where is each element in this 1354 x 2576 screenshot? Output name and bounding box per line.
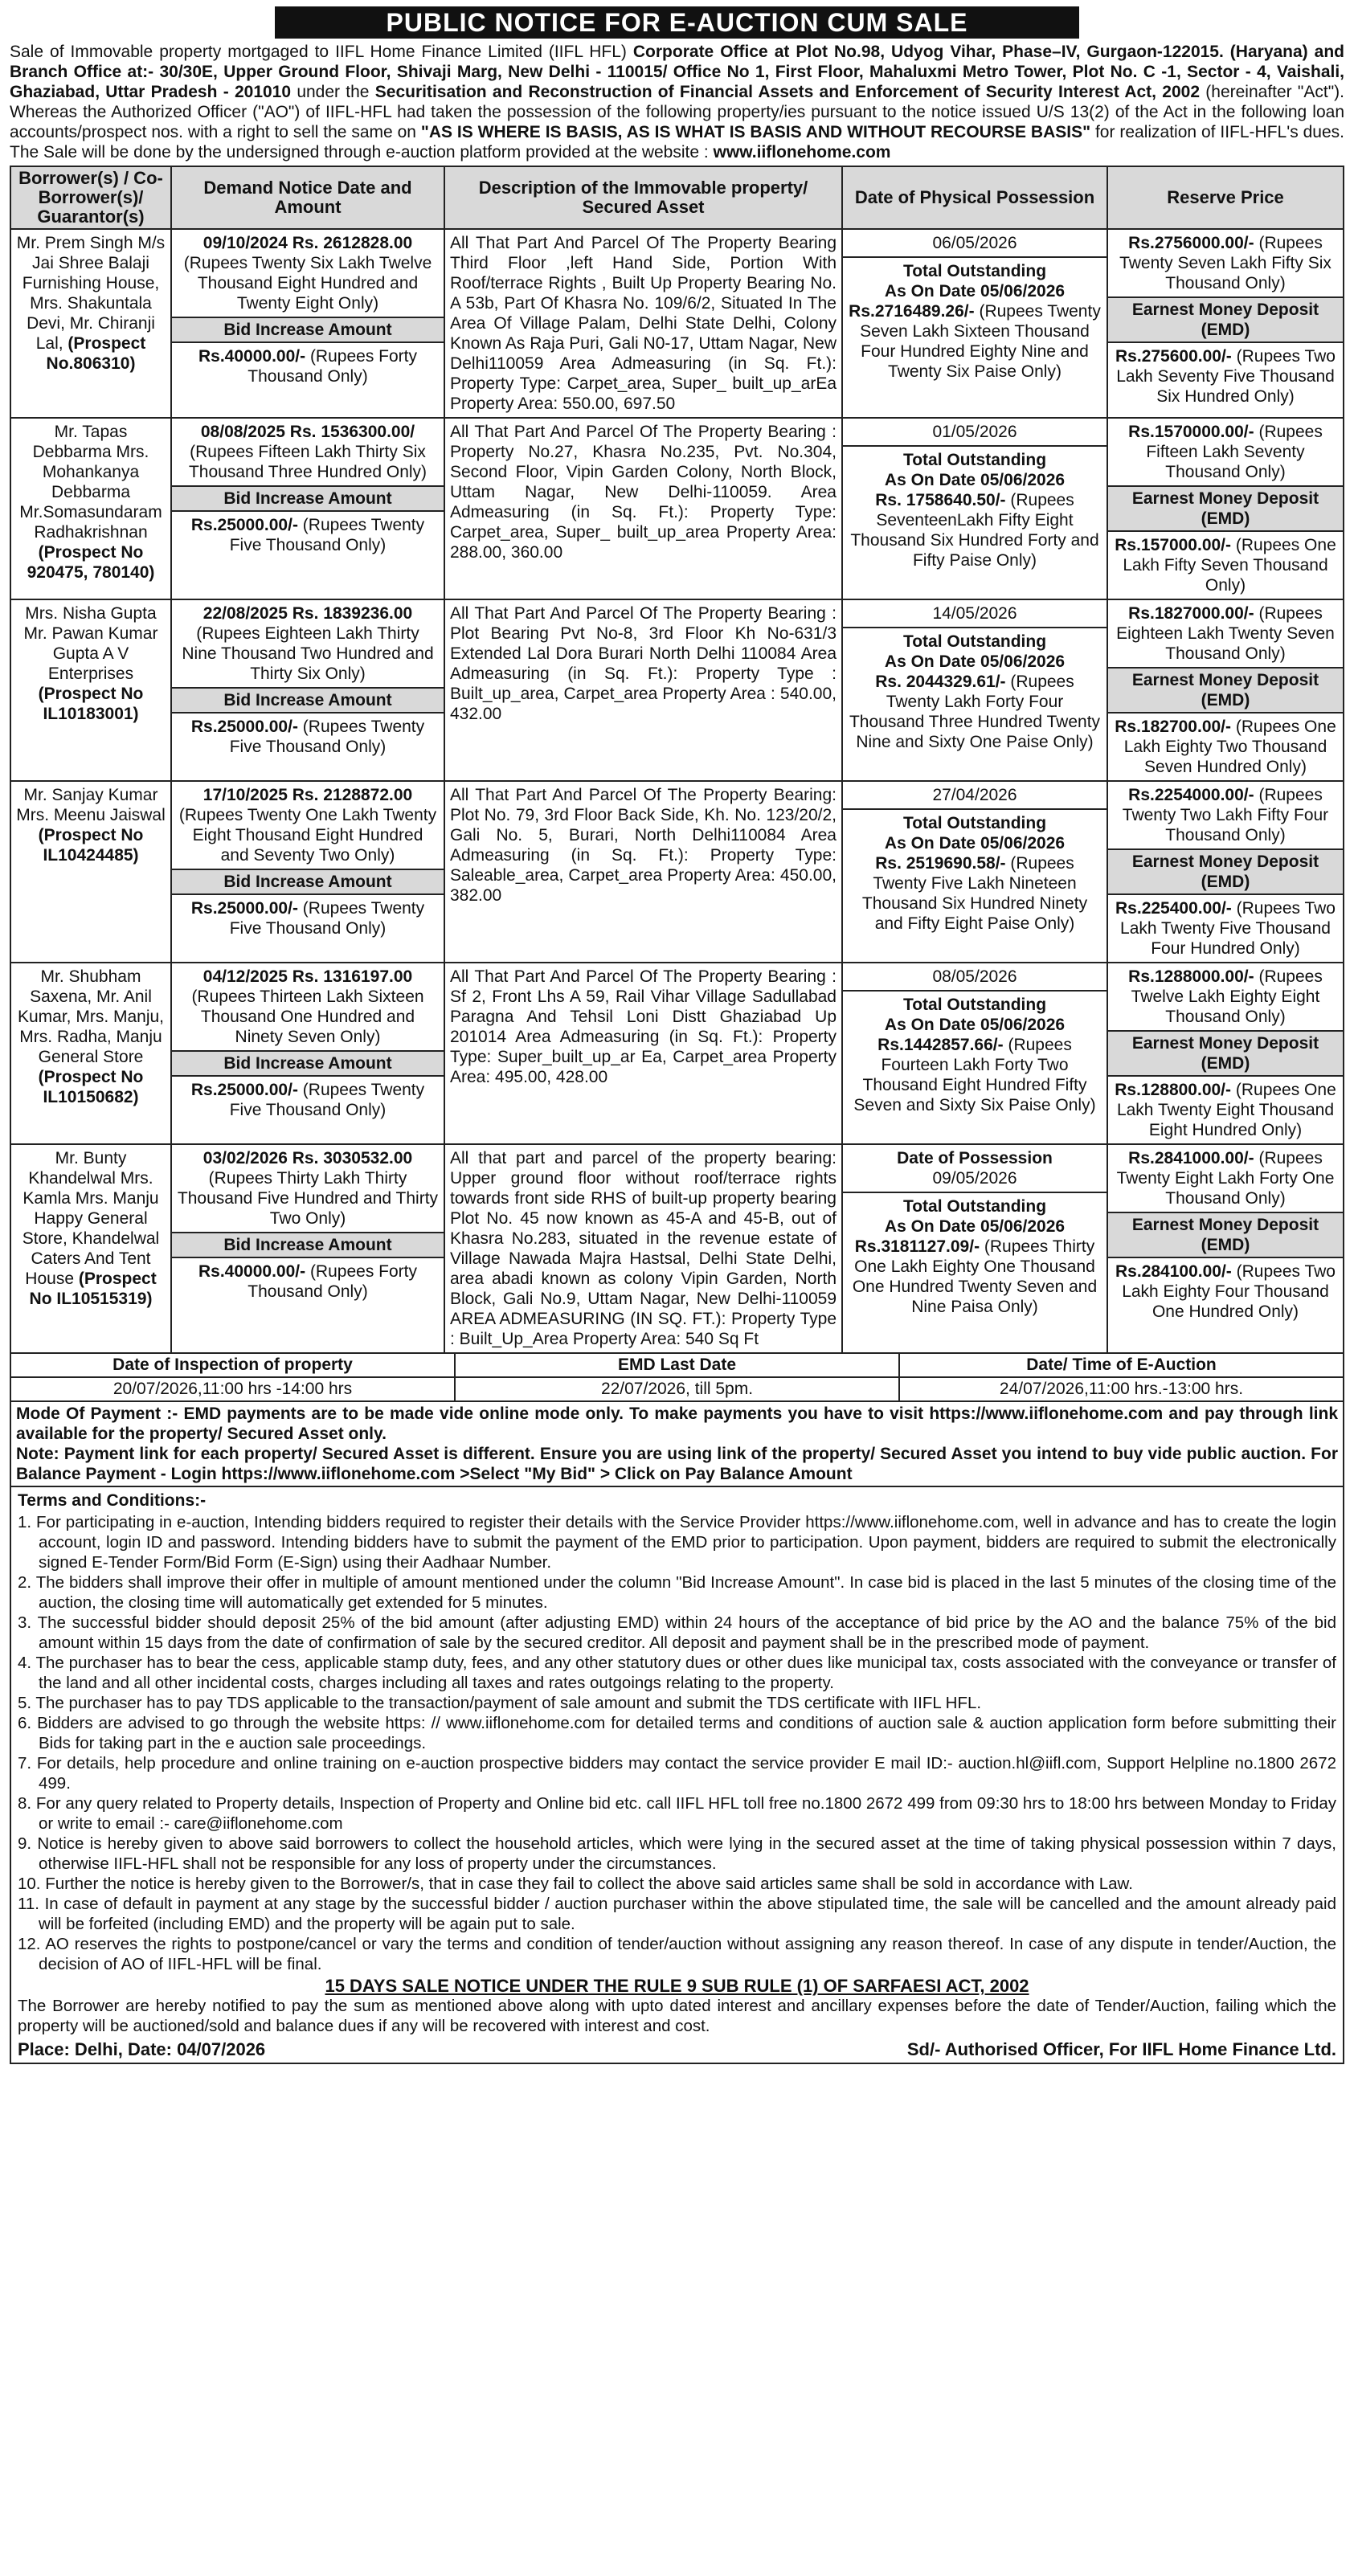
possession-date: 08/05/2026 — [932, 967, 1017, 986]
reserve-amount: Rs.2756000.00/- — [1128, 234, 1254, 252]
as-on-date: As On Date 05/06/2026 — [884, 1016, 1066, 1034]
possession-date-block — [843, 782, 1107, 810]
reserve-price — [1108, 1145, 1343, 1212]
borrower-cell — [10, 418, 171, 599]
prospect-number: (Prospect No 920475, 780140) — [27, 543, 155, 582]
demand-words: (Rupees Eighteen Lakh Thirty Nine Thousand Two Hundred and Thirty Six Only) — [182, 624, 434, 683]
emd-block — [1108, 343, 1343, 410]
bid-increase — [172, 343, 444, 390]
possession-cell — [842, 1144, 1107, 1353]
as-on-date: As On Date 05/06/2026 — [884, 282, 1066, 301]
bid-increase-words: (Rupees Twenty Five Thousand Only) — [229, 516, 425, 554]
bid-increase — [172, 895, 444, 942]
possession-cell — [842, 418, 1107, 599]
reserve-price — [1108, 419, 1343, 485]
demand-notice — [172, 782, 444, 869]
terms-item: 2. The bidders shall improve their offer in multiple of amount mentioned under the column "Bid Increase Amount". In case bid is placed in the last 5 minutes of the closing time of the auction, the closing time will automatically get extended for 5 minutes. — [18, 1573, 1336, 1612]
reserve-amount: Rs.2841000.00/- — [1128, 1149, 1254, 1167]
total-outstanding-label: Total Outstanding — [902, 262, 1047, 280]
outstanding-words: (Rupees Twenty Lakh Forty Four Thousand Three Hundred Twenty Nine and Sixty One Paise Only) — [849, 673, 1101, 751]
terms-item: 11. In case of default in payment at any stage by the successful bidder / auction purchaser within the above stipulated time, the sale will be cancelled and the amount already paid will be forfeited (including EMD) and the property will be again put to sale. — [18, 1895, 1336, 1933]
outstanding-amount: Rs. 2044329.61/- — [875, 673, 1006, 691]
outstanding-amount: Rs.2716489.26/- — [849, 302, 975, 321]
outstanding-amount: Rs.3181127.09/- — [854, 1237, 980, 1256]
demand-notice — [172, 419, 444, 485]
possession-cell — [842, 963, 1107, 1144]
mode-of-payment: Mode Of Payment :- EMD payments are to be made vide online mode only. To make payments you have to visit https://www.iiflonehome.com and pay through link available for the property/ Secured Asset only. — [16, 1405, 1338, 1443]
borrower-names: Mr. Sanjay Kumar Mrs. Meenu Jaiswal — [16, 786, 166, 824]
reserve-price — [1108, 230, 1343, 296]
possession-date: 09/05/2026 — [932, 1169, 1017, 1188]
bid-increase-words: (Rupees Forty Thousand Only) — [247, 1262, 417, 1301]
table-header-row — [10, 166, 1344, 229]
reserve-words: (Rupees Fifteen Lakh Seventy Thousand Only) — [1146, 423, 1323, 481]
borrower-cell — [10, 599, 171, 781]
bid-increase-label: Bid Increase Amount — [172, 317, 444, 343]
possession-cell — [842, 599, 1107, 781]
outstanding-block — [843, 628, 1107, 755]
possession-cell — [842, 229, 1107, 418]
bid-increase — [172, 1077, 444, 1123]
emd-words: (Rupees One Lakh Fifty Seven Thousand Only) — [1123, 536, 1336, 595]
demand-words: (Rupees Thirty Lakh Thirty Thousand Five Hundred and Thirty Two Only) — [177, 1169, 439, 1228]
header-borrower: Borrower(s) / Co-Borrower(s)/ Guarantor(s) — [10, 166, 171, 229]
possession-cell — [842, 781, 1107, 963]
demand-cell — [171, 418, 444, 599]
property-description: All That Part And Parcel Of The Property Bearing: Plot No. 79, 3rd Floor Back Side, Kh. No. 123/20/2, Gali No. 5, Burari, North Delhi110084 Area Admeasuring (in Sq. Ft.): Property Type: Saleable_area, Carpet_area Property Area: 450.00, 382.00 — [444, 781, 842, 963]
prospect-number: (Prospect No IL10183001) — [38, 685, 144, 723]
intro-text: for realization of IIFL-HFL's dues. The Sale will be done by the undersigned through e-auction platform provided at the website : — [10, 123, 1344, 162]
terms-item: 4. The purchaser has to bear the cess, applicable stamp duty, fees, and any other statutory dues or other dues like municipal tax, costs associated with the conveyance or transfer of the land and all other incidental costs, charges including all taxes and rates outgoings relating to the property. — [18, 1654, 1336, 1692]
outstanding-block — [843, 447, 1107, 574]
signature-row — [18, 2039, 1336, 2059]
as-on-date: As On Date 05/06/2026 — [884, 652, 1066, 671]
as-on-date: As On Date 05/06/2026 — [884, 1217, 1066, 1236]
possession-label: Date of Possession — [897, 1149, 1053, 1167]
borrower-names: Mr. Prem Singh M/s Jai Shree Balaji Furnishing House, Mrs. Shakuntala Devi, Mr. Chiranji Lal, — [16, 234, 166, 353]
table-row — [10, 781, 1344, 963]
emd-amount: Rs.182700.00/- — [1115, 718, 1232, 736]
reserve-words: (Rupees Twenty Eight Lakh Forty One Thousand Only) — [1116, 1149, 1335, 1208]
possession-date: 27/04/2026 — [932, 786, 1017, 804]
demand-notice — [172, 963, 444, 1050]
demand-cell — [171, 229, 444, 418]
signature: Sd/- Authorised Officer, For IIFL Home Finance Ltd. — [906, 2039, 1336, 2059]
intro-office-address: Corporate Office at Plot No.98, Udyog Vihar, Phase–IV, Gurgaon-122015. (Haryana) and Branch Office at:- 30/30E, Upper Ground Floor, Shivaji Marg, New Delhi - 110015/ Office No 1, First Floor, Mahaluxmi Metro Tower, Plot No. C -1, Sector - 4, Vaishali, Ghaziabad, Uttar Pradesh - 201010 — [10, 43, 1344, 101]
bid-increase-label: Bid Increase Amount — [172, 485, 444, 512]
bid-increase — [172, 1258, 444, 1305]
outstanding-amount: Rs. 1758640.50/- — [875, 491, 1006, 509]
outstanding-words: (Rupees Twenty Seven Lakh Sixteen Thousand Four Hundred Eighty Nine and Twenty Six Paise Only) — [860, 302, 1101, 381]
header-reserve: Reserve Price — [1107, 166, 1344, 229]
property-description: All That Part And Parcel Of The Property Bearing : Property No.27, Khasra No.235, Pvt. No.304, Second Floor, Vipin Garden Colony, North Block, Uttam Nagar, New Delhi-110059. Area Admeasuring (in Sq. Ft.): Property Type: Carpet_area, Super_ built_up_area Property Area: 288.00, 360.00 — [444, 418, 842, 599]
possession-date-block — [843, 963, 1107, 992]
demand-cell — [171, 781, 444, 963]
intro-act-name: Securitisation and Reconstruction of Financial Assets and Enforcement of Security Interest Act, 2002 — [374, 83, 1200, 101]
terms-item: 12. AO reserves the rights to postpone/cancel or vary the terms and condition of tender/auction without assigning any reason thereof. In case of any dispute in tender/Auction, the decision of AO of IIFL-HFL will be final. — [18, 1935, 1336, 1973]
bid-increase-words: (Rupees Twenty Five Thousand Only) — [229, 1081, 425, 1119]
prospect-number: (Prospect No.806310) — [46, 334, 146, 373]
emd-words: (Rupees One Lakh Eighty Two Thousand Seven Hundred Only) — [1123, 718, 1336, 776]
bid-increase-amount: Rs.25000.00/- — [190, 899, 298, 918]
outstanding-words: (Rupees SeventeenLakh Fifty Eight Thousand Six Hundred Forty and Fifty Paise Only) — [850, 491, 1099, 570]
as-on-date: As On Date 05/06/2026 — [884, 834, 1066, 853]
outstanding-words: (Rupees Thirty One Lakh Eighty One Thousand One Hundred Twenty Seven and Nine Paisa Only) — [852, 1237, 1098, 1316]
inspection-value: 20/07/2026,11:00 hrs -14:00 hrs — [112, 1380, 353, 1398]
header-demand: Demand Notice Date and Amount — [171, 166, 444, 229]
reserve-cell — [1107, 599, 1344, 781]
table-row — [10, 229, 1344, 418]
prospect-number: (Prospect No IL10150682) — [38, 1068, 144, 1106]
reserve-amount: Rs.1827000.00/- — [1128, 604, 1254, 623]
demand-words: (Rupees Twenty Six Lakh Twelve Thousand Eight Hundred and Twenty Eight Only) — [183, 254, 432, 313]
auction-table — [10, 166, 1344, 1354]
bid-increase-label: Bid Increase Amount — [172, 1050, 444, 1077]
demand-date-amount: 17/10/2025 Rs. 2128872.00 — [202, 786, 413, 804]
demand-cell — [171, 1144, 444, 1353]
possession-date-block — [843, 230, 1107, 258]
reserve-price — [1108, 963, 1343, 1030]
intro-website-link[interactable]: www.iiflonehome.com — [713, 143, 891, 162]
total-outstanding-label: Total Outstanding — [902, 1197, 1047, 1216]
reserve-amount: Rs.2254000.00/- — [1128, 786, 1254, 804]
auction-time-value: 24/07/2026,11:00 hrs.-13:00 hrs. — [898, 1378, 1343, 1400]
terms-item: 7. For details, help procedure and online training on e-auction prospective bidders may contact the service provider E mail ID:- auction.hl@iifl.com, Support Helpline no.1800 2672 499. — [18, 1754, 1336, 1793]
inspection-label: Date of Inspection of property — [112, 1355, 353, 1374]
terms-section — [10, 1487, 1344, 2064]
header-possession: Date of Physical Possession — [842, 166, 1107, 229]
outstanding-block — [843, 258, 1107, 385]
bid-increase — [172, 512, 444, 558]
emd-block — [1108, 714, 1343, 780]
emd-words: (Rupees Two Lakh Eighty Four Thousand One Hundred Only) — [1122, 1262, 1336, 1321]
reserve-price — [1108, 782, 1343, 848]
emd-last-date-label: EMD Last Date — [454, 1354, 898, 1376]
intro-text: Sale of Immovable property mortgaged to IIFL Home Finance Limited (IIFL HFL) — [10, 43, 633, 61]
notice-title: PUBLIC NOTICE FOR E-AUCTION CUM SALE — [275, 6, 1079, 39]
reserve-words: (Rupees Twenty Two Lakh Fifty Four Thousand Only) — [1122, 786, 1329, 844]
emd-words: (Rupees Two Lakh Twenty Five Thousand Four Hundred Only) — [1120, 899, 1336, 958]
borrower-cell — [10, 963, 171, 1144]
outstanding-block — [843, 810, 1107, 937]
total-outstanding-label: Total Outstanding — [902, 996, 1047, 1014]
bid-increase-label: Bid Increase Amount — [172, 1232, 444, 1258]
emd-label: Earnest Money Deposit (EMD) — [1108, 1030, 1343, 1077]
demand-date-amount: 03/02/2026 Rs. 3030532.00 — [202, 1149, 413, 1167]
table-row — [10, 418, 1344, 599]
terms-item: 5. The purchaser has to pay TDS applicable to the transaction/payment of sale amount and submit the TDS certificate with IIFL HFL. — [18, 1694, 982, 1712]
bid-increase-amount: Rs.25000.00/- — [190, 516, 298, 534]
intro-sale-basis: "AS IS WHERE IS BASIS, AS IS WHAT IS BASIS AND WITHOUT RECOURSE BASIS" — [420, 123, 1091, 141]
borrower-cell — [10, 229, 171, 418]
payment-note: Note: Payment link for each property/ Secured Asset is different. Ensure you are using link of the property/ Secured Asset you intend to buy vide public auction. For Balance Payment - Login https://www.iiflonehome.com >Select "My Bid" > Click on Pay Balance Amount — [16, 1445, 1338, 1483]
as-on-date: As On Date 05/06/2026 — [884, 471, 1066, 489]
bid-increase-amount: Rs.25000.00/- — [190, 1081, 298, 1099]
prospect-number: (Prospect No IL10515319) — [29, 1270, 157, 1308]
reserve-amount: Rs.1288000.00/- — [1128, 967, 1254, 986]
demand-cell — [171, 963, 444, 1144]
emd-label: Earnest Money Deposit (EMD) — [1108, 296, 1343, 343]
borrower-names: Mrs. Nisha Gupta Mr. Pawan Kumar Gupta A V Enterprises — [23, 604, 158, 683]
property-description: All That Part And Parcel Of The Property Bearing Third Floor ,left Hand Side, Portion With Roof/terrace Rights , Built Up Property Bearing No. A 53b, Part Of Khasra No. 109/6/2, Situated In The Area Of Village Palam, Delhi State Delhi, Colony Known As Raja Puri, Gali N0-17, Uttam Nagar, New Delhi110059 Area Admeasuring (in Sq. Ft.): Property Type: Carpet_area, Super_ built_up_arEa Property Area: 550.00, 697.50 — [444, 229, 842, 418]
place-date: Place: Delhi, Date: 04/07/2026 — [18, 2039, 266, 2059]
emd-block — [1108, 895, 1343, 962]
outstanding-words: (Rupees Fourteen Lakh Forty Two Thousand Eight Hundred Fifty Seven and Sixty Six Paise Only) — [853, 1036, 1096, 1114]
emd-amount: Rs.225400.00/- — [1115, 899, 1232, 918]
table-row — [10, 963, 1344, 1144]
total-outstanding-label: Total Outstanding — [902, 814, 1047, 832]
bid-increase-label: Bid Increase Amount — [172, 869, 444, 895]
outstanding-words: (Rupees Twenty Five Lakh Nineteen Thousand Six Hundred Ninety and Fifty Eight Paise Only) — [861, 854, 1088, 933]
possession-date: 06/05/2026 — [932, 234, 1017, 252]
emd-amount: Rs.128800.00/- — [1115, 1081, 1232, 1099]
property-description: All that part and parcel of the property bearing: Upper ground floor without roof/terrace rights towards front side RHS of built-up property bearing Plot No. 45 now known as 45-A and 45-B, out of Khasra No.283, situated in the revenue estate of Village Nawada Majra Hastsal, Delhi State Delhi, area abadi known as colony Vipin Garden, North Block, Gali No.9, Uttam Nagar, New Delhi-110059 AREA ADMEASURING (IN SQ. FT.): Property Type : Built_Up_Area Property Area: 540 Sq Ft — [444, 1144, 842, 1353]
reserve-cell — [1107, 229, 1344, 418]
possession-date: 01/05/2026 — [932, 423, 1017, 441]
emd-label: Earnest Money Deposit (EMD) — [1108, 485, 1343, 532]
borrower-cell — [10, 1144, 171, 1353]
reserve-words: (Rupees Twelve Lakh Eighty Eight Thousand Only) — [1131, 967, 1323, 1026]
emd-words: (Rupees One Lakh Twenty Eight Thousand Eight Hundred Only) — [1116, 1081, 1336, 1139]
footer-values-row — [10, 1378, 1344, 1402]
terms-list — [18, 1512, 1336, 1974]
total-outstanding-label: Total Outstanding — [902, 632, 1047, 651]
demand-cell — [171, 599, 444, 781]
prospect-number: (Prospect No IL10424485) — [38, 826, 144, 865]
demand-notice — [172, 1145, 444, 1232]
reserve-cell — [1107, 1144, 1344, 1353]
demand-words: (Rupees Fifteen Lakh Thirty Six Thousand Three Hundred Only) — [188, 443, 427, 481]
property-description: All That Part And Parcel Of The Property Bearing : Sf 2, Front Lhs A 59, Rail Vihar Village Sadullabad Paragna And Tehsil Loni Distt Ghaziabad Up 201014 Area Admeasuring (in Sq. Ft.): Property Type: Super_built_up_ar Ea, Carpet_area Property Area: 495.00, 428.00 — [444, 963, 842, 1144]
borrower-cell — [10, 781, 171, 963]
outstanding-block — [843, 992, 1107, 1118]
property-description: All That Part And Parcel Of The Property Bearing : Plot Bearing Pvt No-8, 3rd Floor Kh No-631/3 Extended Lal Dora Burari North Delhi 110084 Area Admeasuring (in Sq. Ft.): Property Type : Built_up_area, Carpet_area Property Area : 540.00, 432.00 — [444, 599, 842, 781]
emd-block — [1108, 532, 1343, 599]
intro-text: (hereinafter "Act"). Whereas the Authorized Officer ("AO") of IIFL-HFL had taken the possession of the following property/ies pursuant to the notice issued U/S 13(2) of the Act in the following loan accounts/prospect nos. with a right to sell the same on — [10, 83, 1345, 141]
auction-time-label: Date/ Time of E-Auction — [898, 1354, 1343, 1376]
footer-labels-row — [10, 1354, 1344, 1378]
emd-block — [1108, 1258, 1343, 1325]
total-outstanding-label: Total Outstanding — [902, 451, 1047, 469]
emd-label: Earnest Money Deposit (EMD) — [1108, 848, 1343, 895]
sarfaesi-text: The Borrower are hereby notified to pay the sum as mentioned above along with upto dated interest and ancillary expenses before the date of Tender/Auction, failing which the property will be auctioned/sold and balance dues if any will be recovered with interest and cost. — [18, 1997, 1336, 2035]
header-description: Description of the Immovable property/ Secured Asset — [444, 166, 842, 229]
terms-item: 1. For participating in e-auction, Intending bidders required to register their details with the Service Provider https://www.iiflonehome.com, well in advance and has to create the login account, login ID and password. Intending bidders have to submit the payment of the EMD prior to participation. Upon payment, bidders are required to submit the electronically signed E-Tender Form/Bid Form (E-Sign) using their Aadhaar Number. — [18, 1513, 1336, 1572]
emd-label: Earnest Money Deposit (EMD) — [1108, 1212, 1343, 1258]
table-row — [10, 599, 1344, 781]
possession-date: 14/05/2026 — [932, 604, 1017, 623]
demand-words: (Rupees Thirteen Lakh Sixteen Thousand One Hundred and Ninety Seven Only) — [191, 987, 424, 1046]
reserve-cell — [1107, 418, 1344, 599]
emd-amount: Rs.284100.00/- — [1115, 1262, 1232, 1281]
sarfaesi-title: 15 DAYS SALE NOTICE UNDER THE RULE 9 SUB RULE (1) OF SARFAESI ACT, 2002 — [325, 1976, 1029, 1996]
bid-increase-words: (Rupees Forty Thousand Only) — [247, 347, 417, 386]
demand-date-amount: 22/08/2025 Rs. 1839236.00 — [202, 604, 413, 623]
demand-notice — [172, 230, 444, 317]
emd-amount: Rs.275600.00/- — [1115, 347, 1232, 366]
borrower-names: Mr. Bunty Khandelwal Mrs. Kamla Mrs. Manju Happy General Store, Khandelwal Caters And Tent House — [22, 1149, 160, 1288]
emd-last-date-value: 22/07/2026, till 5pm. — [454, 1378, 898, 1400]
possession-date-block — [843, 1145, 1107, 1193]
reserve-cell — [1107, 963, 1344, 1144]
emd-label: Earnest Money Deposit (EMD) — [1108, 667, 1343, 714]
demand-words: (Rupees Twenty One Lakh Twenty Eight Thousand Eight Hundred and Seventy Two Only) — [178, 806, 437, 865]
table-row — [10, 1144, 1344, 1353]
demand-date-amount: 09/10/2024 Rs. 2612828.00 — [202, 234, 413, 252]
possession-date-block — [843, 600, 1107, 628]
terms-item: 8. For any query related to Property details, Inspection of Property and Online bid etc. call IIFL HFL toll free no.1800 2672 499 from 09:30 hrs to 18:00 hrs between Monday to Friday or write to email :- care@iiflonehome.com — [18, 1794, 1336, 1833]
payment-mode-box — [10, 1402, 1344, 1487]
demand-date-amount: 04/12/2025 Rs. 1316197.00 — [202, 967, 413, 986]
bid-increase-label: Bid Increase Amount — [172, 687, 444, 714]
bid-increase — [172, 714, 444, 760]
bid-increase-amount: Rs.40000.00/- — [198, 347, 306, 366]
borrower-names: Mr. Tapas Debbarma Mrs. Mohankanya Debbarma Mr.Somasundaram Radhakrishnan — [19, 423, 162, 542]
reserve-words: (Rupees Twenty Seven Lakh Fifty Six Thousand Only) — [1119, 234, 1332, 292]
bid-increase-words: (Rupees Twenty Five Thousand Only) — [229, 718, 425, 756]
possession-date-block — [843, 419, 1107, 447]
reserve-words: (Rupees Eighteen Lakh Twenty Seven Thousand Only) — [1116, 604, 1335, 663]
bid-increase-amount: Rs.25000.00/- — [190, 718, 298, 736]
bid-increase-amount: Rs.40000.00/- — [198, 1262, 306, 1281]
terms-item: 10. Further the notice is hereby given to the Borrower/s, that in case they fail to collect the above said articles same shall be sold in accordance with Law. — [18, 1875, 1133, 1893]
terms-title: Terms and Conditions:- — [18, 1491, 207, 1510]
emd-amount: Rs.157000.00/- — [1115, 536, 1232, 554]
bid-increase-words: (Rupees Twenty Five Thousand Only) — [229, 899, 425, 938]
demand-notice — [172, 600, 444, 687]
outstanding-block — [843, 1193, 1107, 1320]
demand-date-amount: 08/08/2025 Rs. 1536300.00/ — [200, 423, 415, 441]
outstanding-amount: Rs. 2519690.58/- — [875, 854, 1006, 873]
reserve-cell — [1107, 781, 1344, 963]
intro-paragraph — [10, 42, 1344, 162]
emd-block — [1108, 1077, 1343, 1143]
intro-text: under the — [291, 83, 375, 101]
borrower-names: Mr. Shubham Saxena, Mr. Anil Kumar, Mrs. Manju, Mrs. Radha, Manju General Store — [17, 967, 165, 1066]
terms-item: 3. The successful bidder should deposit 25% of the bid amount (after adjusting EMD) within 24 hours of the acceptance of bid price by the AO and the balance 75% of the bid amount within 15 days from the date of confirmation of sale by the secured creditor. All deposit and payment shall be in the prescribed mode of payment. — [18, 1613, 1336, 1652]
reserve-price — [1108, 600, 1343, 667]
outstanding-amount: Rs.1442857.66/- — [877, 1036, 1004, 1054]
terms-item: 6. Bidders are advised to go through the website https: // www.iiflonehome.com for detailed terms and conditions of auction sale & auction application form before submitting their Bids for taking part in the e auction sale proceedings. — [18, 1714, 1336, 1752]
terms-item: 9. Notice is hereby given to above said borrowers to collect the household articles, which were lying in the secured asset at the time of taking physical possession within 7 days, otherwise IIFL-HFL shall not be responsible for any loss of property under the circumstances. — [18, 1834, 1336, 1873]
reserve-amount: Rs.1570000.00/- — [1128, 423, 1254, 441]
emd-words: (Rupees Two Lakh Seventy Five Thousand Six Hundred Only) — [1116, 347, 1336, 406]
